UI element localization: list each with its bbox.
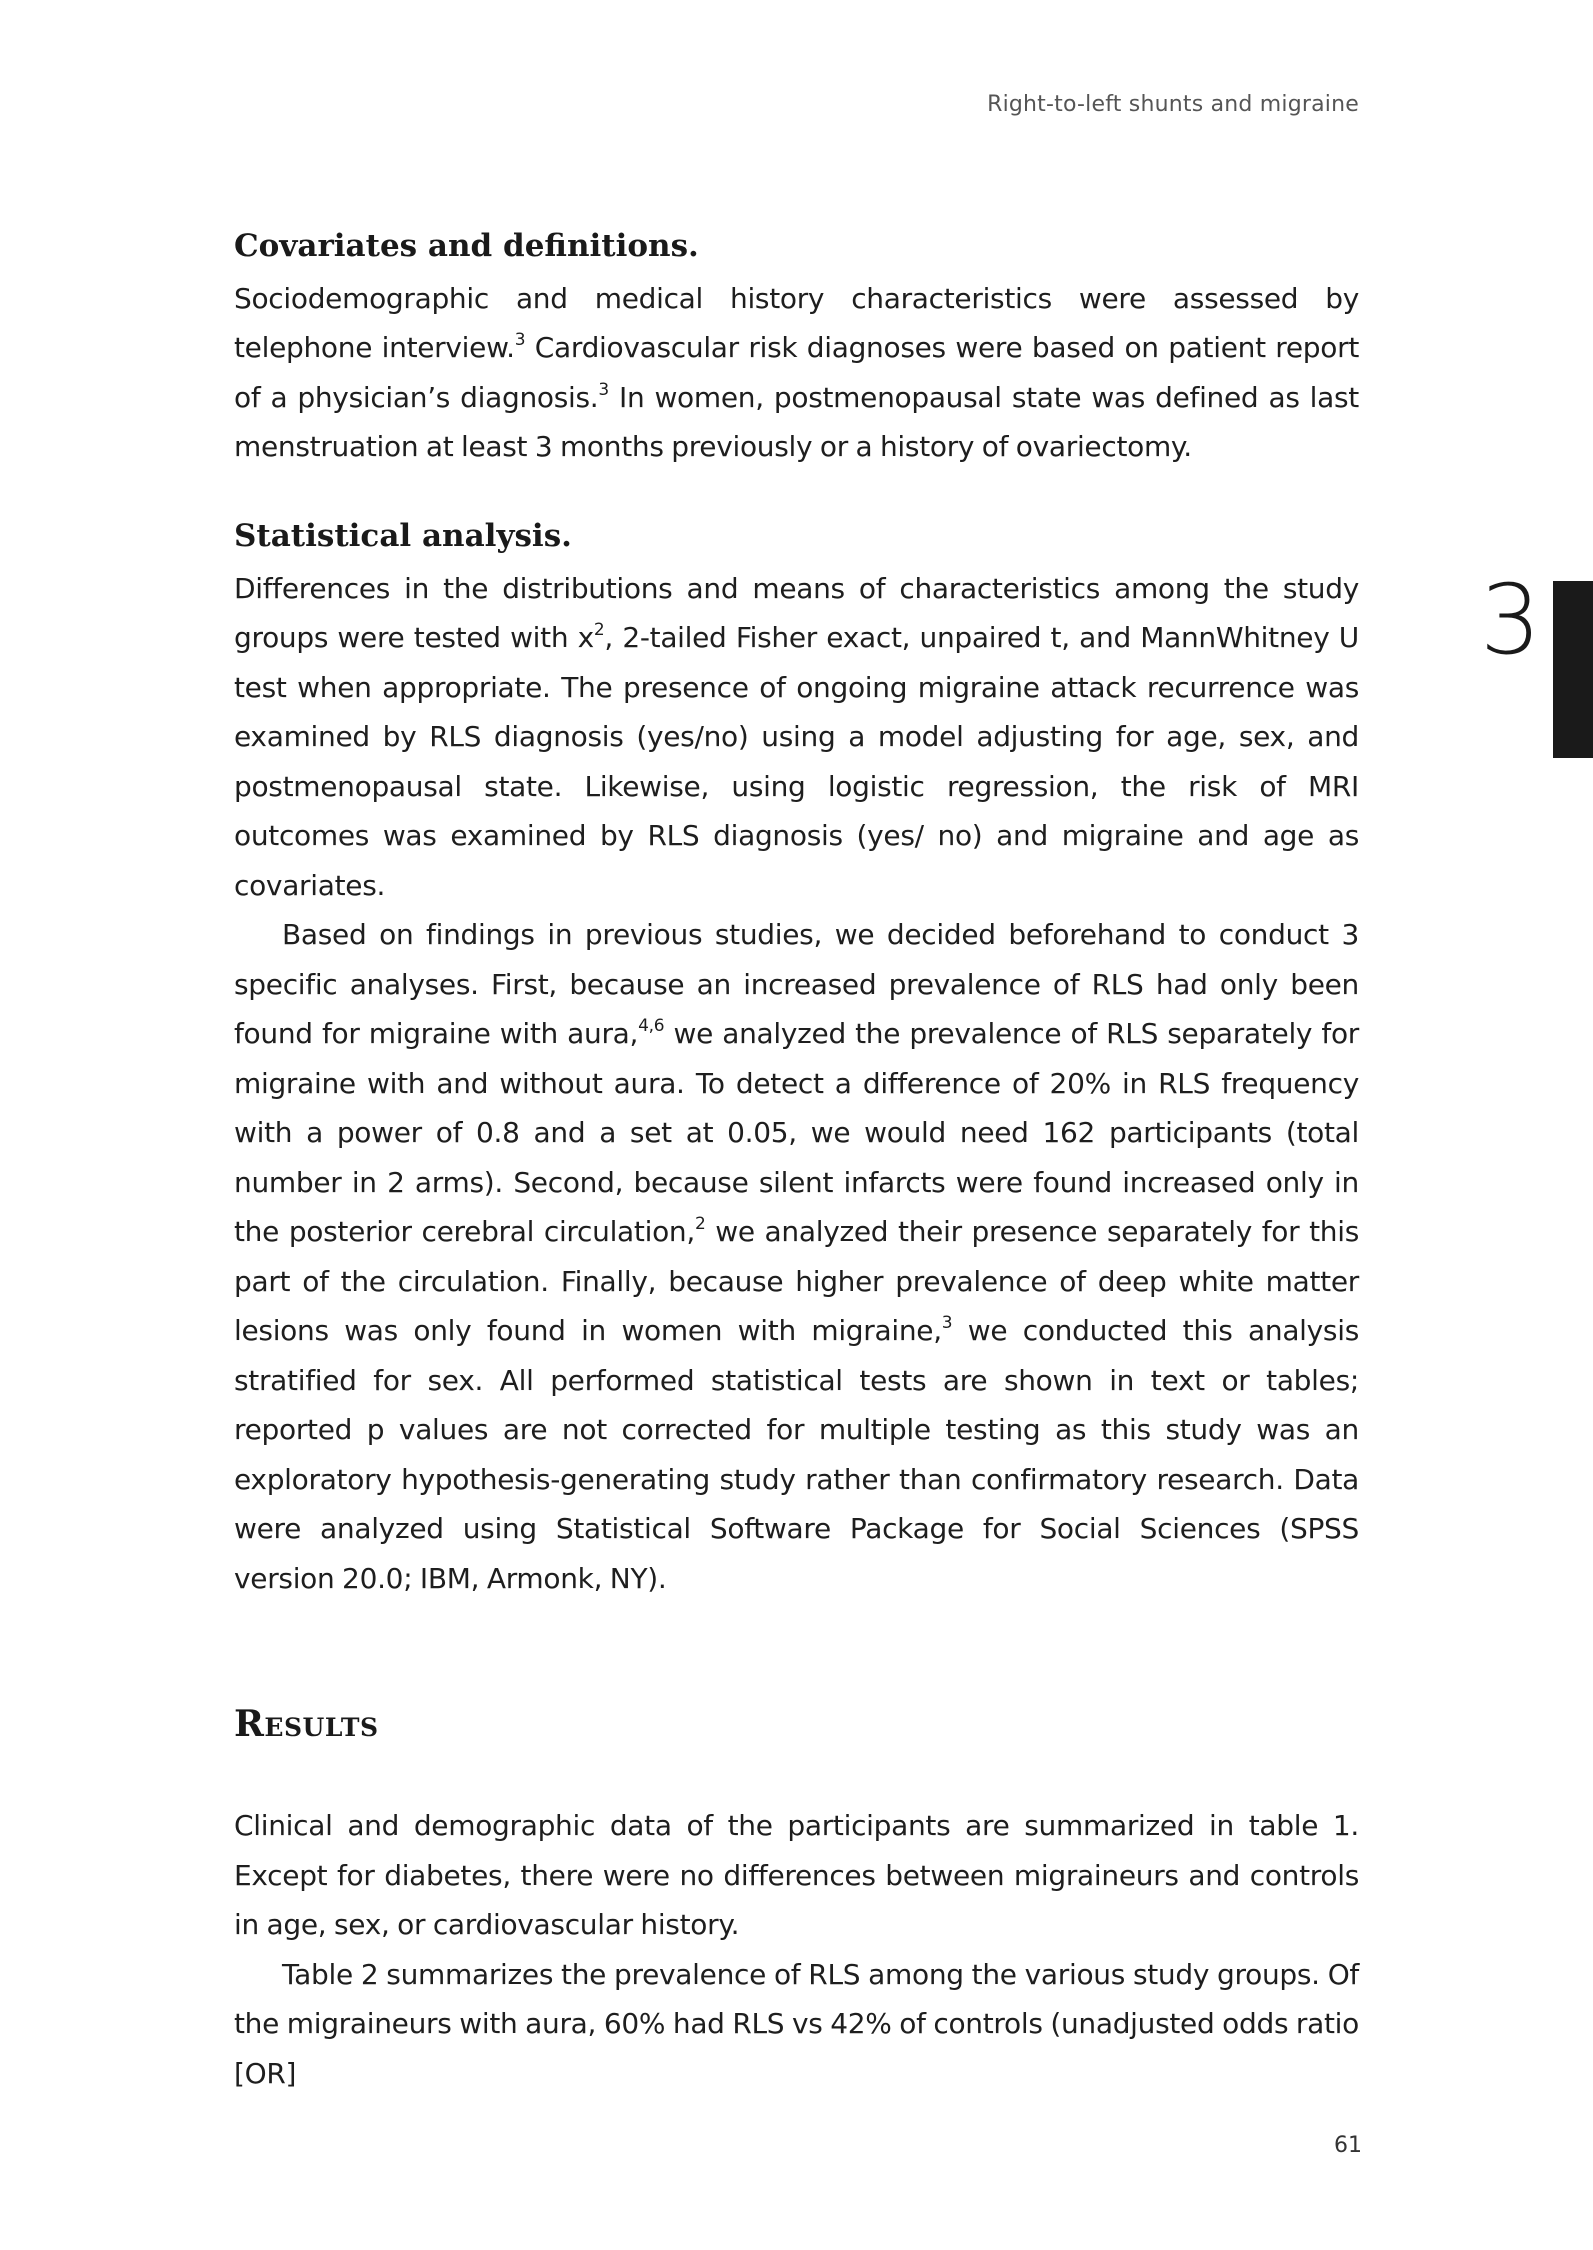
statistical-heading: Statistical analysis.: [234, 517, 572, 554]
results-paragraph-2: Table 2 summarizes the prevalence of RLS among the various study groups. Of the migraineurs with aura, 60% had RLS vs 42% of controls (unadjusted odds ratio [OR]: [234, 1957, 1359, 2090]
text-run: In women, postmenopausal state was defined as last menstruation at least 3 months previously or a history of ovariectomy.: [234, 380, 1359, 464]
chapter-tab: [1553, 581, 1593, 758]
covariates-paragraph: [234, 274, 1359, 472]
citation-ref: 4,6: [638, 1016, 665, 1037]
superscript: 2: [593, 620, 605, 641]
results-paragraph-1: Clinical and demographic data of the participants are summarized in table 1. Except for diabetes, there were no differences between migraineurs and controls in age, sex, or cardiovascular history.: [234, 1809, 1359, 1942]
running-header: Right-to-left shunts and migraine: [987, 92, 1359, 117]
text-run: we analyzed the prevalence of RLS separately for migraine with and without aura. To detect a difference of 20% in RLS frequency with a power of 0.8 and a set at 0.05, we would need 162 participants (total number in 2 arms). Second, because silent infarcts were found increased only in the posterior cerebral circulation,: [234, 1017, 1359, 1249]
text-run: Based on findings in previous studies, we decided beforehand to conduct 3 specific analyses. First, because an increased prevalence of RLS had only been found for migraine with aura,: [234, 918, 1359, 1051]
citation-ref: 3: [514, 330, 526, 351]
page-number: 61: [1334, 2133, 1362, 2158]
citation-ref: 3: [598, 379, 609, 400]
covariates-heading: Covariates and definitions.: [234, 228, 699, 264]
text-run: Cardiovascular risk diagnoses were based on patient report of a physician’s diagnosis.: [234, 331, 1359, 414]
text-run: we analyzed their presence separately for this part of the circulation. Finally, because higher prevalence of deep white matter lesions was only found in women with migraine,: [234, 1215, 1359, 1348]
results-heading: Results: [234, 1703, 379, 1746]
text-run: Sociodemographic and medical history characteristics were assessed by telephone interview.: [234, 281, 1359, 365]
main-text: [234, 226, 1359, 2098]
chapter-number: 3: [1480, 564, 1542, 676]
citation-ref: 3: [941, 1313, 953, 1334]
statistical-paragraph-2: [234, 910, 1359, 1603]
text-run: we conducted this analysis stratified for sex. All performed statistical tests are shown in text or tables; reported p values are not corrected for multiple testing as this study was an exploratory hypothesis-generating study rather than confirmatory research. Data were analyzed using Statistical Software Package for Social Sciences (SPSS version 20.0; IBM, Armonk, NY).: [234, 1314, 1359, 1595]
text-run: , 2-tailed Fisher exact, unpaired t, and MannWhitney U test when appropriate. The presence of ongoing migraine attack recurrence was examined by RLS diagnosis (yes/no) using a model adjusting for age, sex, and postmenopausal state. Likewise, using logistic regression, the risk of MRI outcomes was examined by RLS diagnosis (yes/ no) and migraine and age as covariates.: [234, 621, 1359, 902]
statistical-paragraph-1: [234, 564, 1359, 911]
text-run: Differences in the distributions and means of characteristics among the study groups were tested with x: [234, 571, 1359, 655]
citation-ref: 2: [694, 1214, 706, 1235]
